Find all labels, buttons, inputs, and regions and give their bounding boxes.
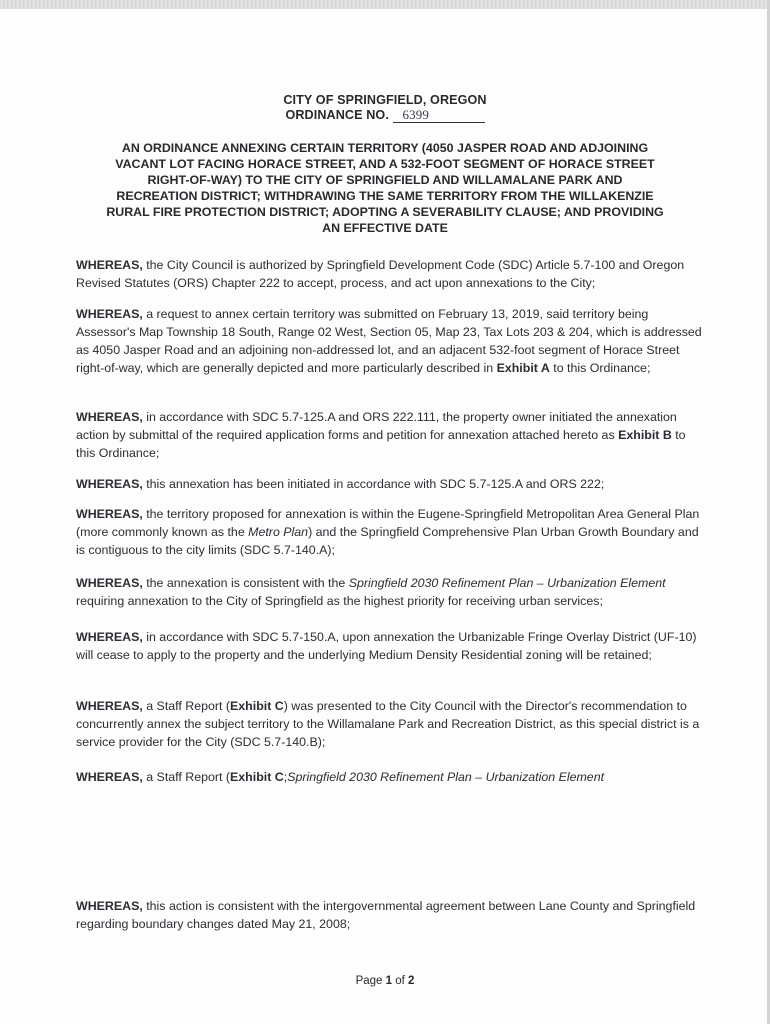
paragraph-text: a request to annex certain territory was submitted on February 13, 2019, said territory being Assessor's Map Township 18 South, Range 02 West, Section 05, Map 23, Tax Lots 203 & 204, which is addressed as 4050 Jasper Road and an adjoining non-addressed lot, and an adjacent 532-foot segment of Horace Street right-of-way, which are generally depicted and more particularly described in <box>76 307 702 375</box>
page-of: of <box>395 975 405 987</box>
whereas-paragraph <box>76 505 706 559</box>
paragraph-text: ) was presented to the City Council with the Director's recommendation to concurrently annex the subject territory to the Willamalane Park and Recreation District, as this special district is a service provider for the City (SDC 5.7-140.B); <box>76 699 700 749</box>
whereas-paragraph <box>76 768 706 786</box>
paragraph-text: in accordance with SDC 5.7-125.A and ORS 222.111, the property owner initiated the annexation action by submittal of the required application forms and petition for annexation attached hereto as <box>76 410 677 442</box>
whereas-paragraph <box>76 475 706 493</box>
paragraph-text: this action is consistent with the intergovernmental agreement between Lane County and Springfield regarding boundary changes dated May 21, 2008; <box>76 899 696 931</box>
ordinance-number: 6399 <box>393 109 485 123</box>
whereas-label: WHEREAS, <box>76 307 143 321</box>
title-line: VACANT LOT FACING HORACE STREET, AND A 532-FOOT SEGMENT OF HORACE STREET <box>115 157 655 172</box>
exhibit-reference: Exhibit A <box>496 361 550 375</box>
page-word: Page <box>355 975 383 987</box>
whereas-paragraph <box>76 305 706 377</box>
whereas-label: WHEREAS, <box>76 258 143 272</box>
paragraph-text: requiring annexation to the City of Springfield as the highest priority for receiving urban services; <box>76 594 603 608</box>
ordinance-number-line <box>0 108 770 123</box>
paragraph-text: the territory proposed for annexation is within the Eugene-Springfield Metropolitan Area General Plan (more commonly known as the <box>76 507 700 539</box>
paragraph-text: to this Ordinance; <box>549 361 651 375</box>
whereas-paragraph <box>76 697 706 751</box>
whereas-label: WHEREAS, <box>76 576 143 590</box>
paragraph-text: in accordance with SDC 5.7-150.A, upon annexation the Urbanizable Fringe Overlay District (UF-10) will cease to apply to the property and the underlying Medium Density Residential zoning will be retained; <box>76 630 697 662</box>
paragraph-text: to this Ordinance; <box>76 428 686 460</box>
exhibit-reference: Exhibit C <box>230 770 284 784</box>
plan-reference: Springfield 2030 Refinement Plan – Urbanization Element <box>287 770 605 784</box>
whereas-label: WHEREAS, <box>76 630 143 644</box>
paragraph-text: ; <box>283 770 288 784</box>
city-heading: CITY OF SPRINGFIELD, OREGON <box>283 93 487 107</box>
paragraph-text: a Staff Report ( <box>142 699 231 713</box>
exhibit-reference: Exhibit B <box>618 428 672 442</box>
plan-reference: Springfield 2030 Refinement Plan – Urbanization Element <box>348 576 666 590</box>
ordinance-label: ORDINANCE NO. <box>285 108 389 122</box>
whereas-paragraph <box>76 256 706 292</box>
paragraph-text: the annexation is consistent with the <box>142 576 349 590</box>
title-line: RURAL FIRE PROTECTION DISTRICT; ADOPTING A SEVERABILITY CLAUSE; AND PROVIDING <box>106 205 664 220</box>
exhibit-reference: Exhibit C <box>230 699 284 713</box>
whereas-paragraph <box>76 897 706 933</box>
page-footer <box>0 975 770 987</box>
title-line: RIGHT-OF-WAY) TO THE CITY OF SPRINGFIELD AND WILLAMALANE PARK AND <box>147 173 623 188</box>
paragraph-text: this annexation has been initiated in accordance with SDC 5.7-125.A and ORS 222; <box>142 477 605 491</box>
whereas-label: WHEREAS, <box>76 410 143 424</box>
ordinance-title <box>70 140 700 237</box>
whereas-label: WHEREAS, <box>76 899 143 913</box>
paragraph-text: ) and the Springfield Comprehensive Plan Urban Growth Boundary and is contiguous to the city limits (SDC 5.7-140.A); <box>76 525 699 557</box>
whereas-label: WHEREAS, <box>76 699 143 713</box>
whereas-paragraph <box>76 574 706 610</box>
whereas-label: WHEREAS, <box>76 477 143 491</box>
paragraph-text: the City Council is authorized by Springfield Development Code (SDC) Article 5.7-100 and Oregon Revised Statutes (ORS) Chapter 222 to accept, process, and act upon annexations to the City; <box>76 258 685 290</box>
plan-reference: Metro Plan <box>248 525 309 539</box>
whereas-paragraph <box>76 408 706 462</box>
title-line: AN ORDINANCE ANNEXING CERTAIN TERRITORY (4050 JASPER ROAD AND ADJOINING <box>121 141 649 155</box>
whereas-paragraph <box>76 628 706 664</box>
page-current: 1 <box>385 975 393 987</box>
whereas-label: WHEREAS, <box>76 770 143 784</box>
paragraph-text: a Staff Report ( <box>142 770 231 784</box>
title-line: RECREATION DISTRICT; WITHDRAWING THE SAME TERRITORY FROM THE WILLAKENZIE <box>116 189 654 204</box>
whereas-label: WHEREAS, <box>76 507 143 521</box>
page-total: 2 <box>408 975 415 987</box>
title-line: AN EFFECTIVE DATE <box>322 221 448 236</box>
scan-edge-top <box>0 0 770 9</box>
